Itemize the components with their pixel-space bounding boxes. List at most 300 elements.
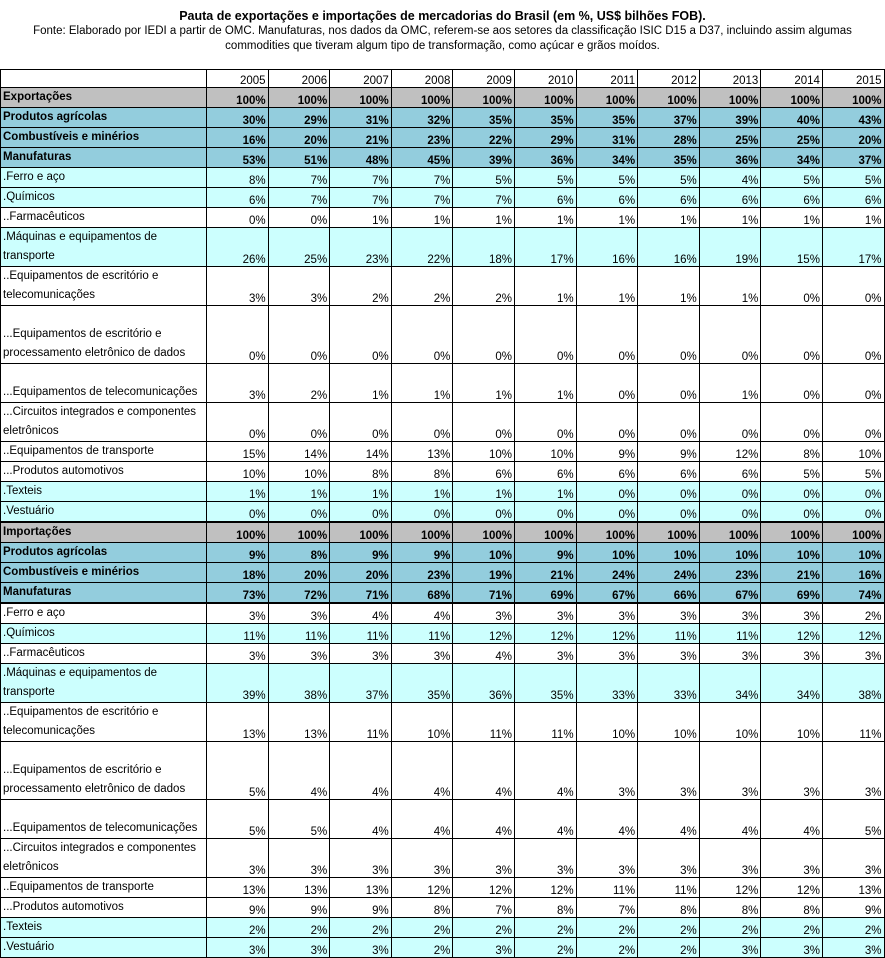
value-cell: 100%	[514, 522, 576, 543]
value-cell: 9%	[514, 543, 576, 563]
year-header-cell: 2012	[638, 70, 700, 88]
value-cell: 68%	[391, 583, 453, 604]
value-cell: 3%	[638, 742, 700, 800]
year-header-row	[1, 70, 885, 88]
year-header-cell: 2009	[453, 70, 515, 88]
value-cell: 13%	[330, 878, 392, 898]
value-cell: 36%	[514, 148, 576, 168]
row-label: .Químicos	[1, 624, 207, 644]
value-cell: 5%	[822, 462, 884, 482]
value-cell: 1%	[576, 208, 638, 228]
table-row	[1, 188, 885, 208]
value-cell: 0%	[453, 306, 515, 364]
value-cell: 18%	[453, 228, 515, 267]
value-cell: 12%	[761, 624, 823, 644]
value-cell: 33%	[576, 664, 638, 703]
value-cell: 5%	[761, 168, 823, 188]
value-cell: 100%	[576, 88, 638, 108]
value-cell: 39%	[453, 148, 515, 168]
value-cell: 8%	[391, 898, 453, 918]
value-cell: 10%	[453, 442, 515, 462]
source-note: Fonte: Elaborado por IEDI a partir de OMC. Manufaturas, nos dados da OMC, referem-se aos setores da classificação ISIC D15 a D37, incluindo assim algumas commodities que tiveram algum tipo de transformação, como açúcar e grãos moídos.	[33, 25, 852, 52]
value-cell: 100%	[761, 522, 823, 543]
value-cell: 3%	[207, 364, 269, 403]
value-cell: 4%	[330, 800, 392, 839]
value-cell: 0%	[699, 306, 761, 364]
value-cell: 10%	[699, 543, 761, 563]
value-cell: 6%	[699, 462, 761, 482]
value-cell: 3%	[330, 644, 392, 664]
value-cell: 0%	[514, 502, 576, 523]
value-cell: 2%	[330, 918, 392, 938]
value-cell: 2%	[638, 938, 700, 958]
value-cell: 2%	[391, 267, 453, 306]
value-cell: 1%	[330, 208, 392, 228]
value-cell: 11%	[822, 703, 884, 742]
row-label: ..Equipamentos de escritório e telecomunicações	[1, 703, 207, 742]
value-cell: 2%	[207, 918, 269, 938]
value-cell: 8%	[638, 898, 700, 918]
value-cell: 1%	[207, 482, 269, 502]
value-cell: 0%	[207, 208, 269, 228]
value-cell: 45%	[391, 148, 453, 168]
value-cell: 11%	[514, 703, 576, 742]
row-label: ...Equipamentos de escritório e processamento eletrônico de dados	[1, 306, 207, 364]
row-label: .Texteis	[1, 918, 207, 938]
value-cell: 1%	[514, 364, 576, 403]
value-cell: 2%	[699, 918, 761, 938]
value-cell: 0%	[330, 306, 392, 364]
value-cell: 7%	[330, 168, 392, 188]
row-label: ...Circuitos integrados e componentes eletrônicos	[1, 403, 207, 442]
value-cell: 2%	[761, 918, 823, 938]
value-cell: 8%	[391, 462, 453, 482]
table-row	[1, 522, 885, 543]
row-label: ...Equipamentos de escritório e processamento eletrônico de dados	[1, 742, 207, 800]
value-cell: 11%	[638, 624, 700, 644]
row-label: ..Farmacêuticos	[1, 208, 207, 228]
value-cell: 100%	[761, 88, 823, 108]
value-cell: 11%	[453, 703, 515, 742]
value-cell: 6%	[638, 188, 700, 208]
value-cell: 7%	[268, 188, 330, 208]
value-cell: 0%	[638, 482, 700, 502]
value-cell: 0%	[576, 364, 638, 403]
value-cell: 3%	[391, 839, 453, 878]
value-cell: 6%	[761, 188, 823, 208]
value-cell: 100%	[576, 522, 638, 543]
value-cell: 11%	[330, 624, 392, 644]
value-cell: 8%	[761, 442, 823, 462]
value-cell: 3%	[453, 603, 515, 624]
table-row	[1, 624, 885, 644]
value-cell: 10%	[822, 543, 884, 563]
value-cell: 100%	[268, 88, 330, 108]
value-cell: 33%	[638, 664, 700, 703]
value-cell: 11%	[576, 878, 638, 898]
value-cell: 34%	[699, 664, 761, 703]
value-cell: 71%	[453, 583, 515, 604]
value-cell: 6%	[822, 188, 884, 208]
value-cell: 0%	[207, 502, 269, 523]
value-cell: 3%	[268, 267, 330, 306]
row-label: ...Produtos automotivos	[1, 898, 207, 918]
value-cell: 15%	[207, 442, 269, 462]
value-cell: 4%	[391, 603, 453, 624]
value-cell: 0%	[576, 502, 638, 523]
value-cell: 25%	[268, 228, 330, 267]
table-row	[1, 644, 885, 664]
table-row	[1, 168, 885, 188]
value-cell: 3%	[699, 742, 761, 800]
value-cell: 3%	[576, 839, 638, 878]
value-cell: 9%	[638, 442, 700, 462]
row-label: .Químicos	[1, 188, 207, 208]
value-cell: 37%	[638, 108, 700, 128]
value-cell: 3%	[576, 603, 638, 624]
value-cell: 3%	[268, 839, 330, 878]
value-cell: 100%	[453, 88, 515, 108]
value-cell: 37%	[330, 664, 392, 703]
table-row	[1, 148, 885, 168]
value-cell: 0%	[761, 482, 823, 502]
value-cell: 26%	[207, 228, 269, 267]
value-cell: 0%	[822, 267, 884, 306]
value-cell: 6%	[576, 188, 638, 208]
value-cell: 1%	[391, 364, 453, 403]
value-cell: 13%	[268, 703, 330, 742]
value-cell: 0%	[576, 403, 638, 442]
value-cell: 3%	[514, 603, 576, 624]
value-cell: 0%	[761, 267, 823, 306]
value-cell: 37%	[822, 148, 884, 168]
value-cell: 23%	[391, 563, 453, 583]
value-cell: 1%	[330, 482, 392, 502]
value-cell: 0%	[822, 482, 884, 502]
value-cell: 4%	[699, 800, 761, 839]
value-cell: 4%	[514, 742, 576, 800]
header-blank-cell	[1, 70, 207, 88]
value-cell: 3%	[822, 839, 884, 878]
value-cell: 10%	[638, 703, 700, 742]
row-label: ...Equipamentos de telecomunicações	[1, 364, 207, 403]
value-cell: 11%	[391, 624, 453, 644]
value-cell: 4%	[453, 644, 515, 664]
value-cell: 5%	[761, 462, 823, 482]
value-cell: 10%	[576, 543, 638, 563]
value-cell: 7%	[576, 898, 638, 918]
value-cell: 11%	[638, 878, 700, 898]
value-cell: 3%	[638, 603, 700, 624]
value-cell: 11%	[330, 703, 392, 742]
value-cell: 66%	[638, 583, 700, 604]
value-cell: 2%	[391, 938, 453, 958]
value-cell: 1%	[514, 482, 576, 502]
value-cell: 13%	[822, 878, 884, 898]
value-cell: 73%	[207, 583, 269, 604]
value-cell: 20%	[268, 128, 330, 148]
value-cell: 29%	[514, 128, 576, 148]
value-cell: 25%	[761, 128, 823, 148]
table-row	[1, 228, 885, 267]
value-cell: 100%	[391, 88, 453, 108]
value-cell: 0%	[268, 502, 330, 523]
value-cell: 10%	[699, 703, 761, 742]
value-cell: 0%	[699, 502, 761, 523]
value-cell: 13%	[207, 703, 269, 742]
row-label: .Máquinas e equipamentos de transporte	[1, 228, 207, 267]
value-cell: 0%	[268, 403, 330, 442]
row-label: Manufaturas	[1, 148, 207, 168]
value-cell: 7%	[391, 168, 453, 188]
value-cell: 23%	[330, 228, 392, 267]
row-label: .Máquinas e equipamentos de transporte	[1, 664, 207, 703]
value-cell: 16%	[822, 563, 884, 583]
value-cell: 2%	[576, 938, 638, 958]
row-label: ..Equipamentos de transporte	[1, 442, 207, 462]
value-cell: 6%	[699, 188, 761, 208]
row-label: .Vestuário	[1, 502, 207, 523]
value-cell: 1%	[453, 208, 515, 228]
value-cell: 100%	[514, 88, 576, 108]
row-label: ..Equipamentos de transporte	[1, 878, 207, 898]
value-cell: 39%	[699, 108, 761, 128]
value-cell: 9%	[391, 543, 453, 563]
value-cell: 15%	[761, 228, 823, 267]
value-cell: 53%	[207, 148, 269, 168]
value-cell: 17%	[822, 228, 884, 267]
value-cell: 4%	[268, 742, 330, 800]
value-cell: 10%	[268, 462, 330, 482]
table-row	[1, 442, 885, 462]
value-cell: 0%	[638, 306, 700, 364]
table-row	[1, 918, 885, 938]
value-cell: 0%	[330, 502, 392, 523]
value-cell: 3%	[822, 644, 884, 664]
value-cell: 3%	[699, 839, 761, 878]
value-cell: 0%	[207, 403, 269, 442]
value-cell: 9%	[822, 898, 884, 918]
row-label: Produtos agrícolas	[1, 543, 207, 563]
value-cell: 10%	[576, 703, 638, 742]
value-cell: 12%	[699, 878, 761, 898]
value-cell: 1%	[268, 482, 330, 502]
value-cell: 11%	[268, 624, 330, 644]
value-cell: 5%	[638, 168, 700, 188]
value-cell: 0%	[330, 403, 392, 442]
value-cell: 17%	[514, 228, 576, 267]
value-cell: 5%	[268, 800, 330, 839]
value-cell: 67%	[699, 583, 761, 604]
value-cell: 12%	[699, 442, 761, 462]
value-cell: 21%	[761, 563, 823, 583]
value-cell: 4%	[330, 603, 392, 624]
table-body	[1, 70, 885, 958]
value-cell: 100%	[699, 522, 761, 543]
value-cell: 10%	[391, 703, 453, 742]
value-cell: 24%	[576, 563, 638, 583]
value-cell: 35%	[514, 108, 576, 128]
value-cell: 35%	[391, 664, 453, 703]
value-cell: 28%	[638, 128, 700, 148]
row-label: ...Equipamentos de telecomunicações	[1, 800, 207, 839]
value-cell: 3%	[576, 742, 638, 800]
row-label: Combustíveis e minérios	[1, 563, 207, 583]
table-row	[1, 878, 885, 898]
value-cell: 3%	[699, 644, 761, 664]
value-cell: 21%	[514, 563, 576, 583]
year-header-cell: 2011	[576, 70, 638, 88]
value-cell: 1%	[453, 364, 515, 403]
table-row	[1, 267, 885, 306]
value-cell: 12%	[576, 624, 638, 644]
table-row	[1, 583, 885, 604]
year-header-cell: 2015	[822, 70, 884, 88]
table-row	[1, 502, 885, 523]
value-cell: 5%	[207, 800, 269, 839]
value-cell: 2%	[576, 918, 638, 938]
value-cell: 3%	[514, 644, 576, 664]
value-cell: 3%	[514, 839, 576, 878]
value-cell: 10%	[207, 462, 269, 482]
value-cell: 12%	[514, 878, 576, 898]
value-cell: 34%	[761, 664, 823, 703]
value-cell: 2%	[822, 603, 884, 624]
value-cell: 4%	[638, 800, 700, 839]
value-cell: 0%	[761, 364, 823, 403]
value-cell: 1%	[391, 208, 453, 228]
value-cell: 6%	[207, 188, 269, 208]
year-header-cell: 2010	[514, 70, 576, 88]
row-label: Exportações	[1, 88, 207, 108]
value-cell: 38%	[822, 664, 884, 703]
value-cell: 1%	[761, 208, 823, 228]
value-cell: 4%	[391, 800, 453, 839]
value-cell: 8%	[330, 462, 392, 482]
value-cell: 14%	[268, 442, 330, 462]
table-row	[1, 306, 885, 364]
value-cell: 4%	[330, 742, 392, 800]
value-cell: 31%	[576, 128, 638, 148]
value-cell: 8%	[268, 543, 330, 563]
value-cell: 9%	[330, 898, 392, 918]
value-cell: 3%	[576, 644, 638, 664]
value-cell: 20%	[268, 563, 330, 583]
table-row	[1, 664, 885, 703]
value-cell: 2%	[391, 918, 453, 938]
value-cell: 1%	[638, 267, 700, 306]
value-cell: 8%	[514, 898, 576, 918]
value-cell: 100%	[453, 522, 515, 543]
year-header-cell: 2005	[207, 70, 269, 88]
value-cell: 10%	[761, 543, 823, 563]
value-cell: 3%	[638, 644, 700, 664]
value-cell: 11%	[207, 624, 269, 644]
value-cell: 3%	[638, 839, 700, 878]
value-cell: 8%	[699, 898, 761, 918]
value-cell: 2%	[514, 918, 576, 938]
value-cell: 36%	[453, 664, 515, 703]
value-cell: 5%	[576, 168, 638, 188]
value-cell: 16%	[207, 128, 269, 148]
value-cell: 100%	[638, 522, 700, 543]
value-cell: 10%	[638, 543, 700, 563]
value-cell: 3%	[453, 938, 515, 958]
value-cell: 69%	[514, 583, 576, 604]
row-label: Produtos agrícolas	[1, 108, 207, 128]
table-row	[1, 208, 885, 228]
value-cell: 1%	[576, 267, 638, 306]
year-header-cell: 2014	[761, 70, 823, 88]
value-cell: 3%	[268, 938, 330, 958]
value-cell: 1%	[391, 482, 453, 502]
value-cell: 0%	[638, 502, 700, 523]
value-cell: 1%	[330, 364, 392, 403]
value-cell: 6%	[638, 462, 700, 482]
value-cell: 6%	[514, 462, 576, 482]
value-cell: 0%	[576, 306, 638, 364]
value-cell: 7%	[268, 168, 330, 188]
value-cell: 7%	[391, 188, 453, 208]
value-cell: 1%	[699, 364, 761, 403]
row-label: Manufaturas	[1, 583, 207, 604]
table-row	[1, 128, 885, 148]
value-cell: 100%	[268, 522, 330, 543]
value-cell: 3%	[699, 603, 761, 624]
value-cell: 0%	[453, 502, 515, 523]
value-cell: 2%	[268, 364, 330, 403]
value-cell: 1%	[514, 267, 576, 306]
value-cell: 9%	[268, 898, 330, 918]
value-cell: 0%	[761, 403, 823, 442]
value-cell: 40%	[761, 108, 823, 128]
table-row	[1, 462, 885, 482]
value-cell: 0%	[207, 306, 269, 364]
value-cell: 2%	[330, 267, 392, 306]
value-cell: 8%	[761, 898, 823, 918]
value-cell: 0%	[268, 306, 330, 364]
row-label: ..Farmacêuticos	[1, 644, 207, 664]
value-cell: 67%	[576, 583, 638, 604]
value-cell: 3%	[822, 742, 884, 800]
value-cell: 10%	[761, 703, 823, 742]
value-cell: 22%	[391, 228, 453, 267]
value-cell: 3%	[699, 938, 761, 958]
value-cell: 6%	[453, 462, 515, 482]
value-cell: 9%	[330, 543, 392, 563]
value-cell: 100%	[330, 88, 392, 108]
value-cell: 2%	[453, 267, 515, 306]
value-cell: 2%	[514, 938, 576, 958]
value-cell: 0%	[391, 502, 453, 523]
value-cell: 5%	[207, 742, 269, 800]
value-cell: 4%	[453, 742, 515, 800]
value-cell: 100%	[330, 522, 392, 543]
value-cell: 3%	[207, 644, 269, 664]
value-cell: 51%	[268, 148, 330, 168]
value-cell: 18%	[207, 563, 269, 583]
value-cell: 10%	[822, 442, 884, 462]
table-row	[1, 563, 885, 583]
value-cell: 21%	[330, 128, 392, 148]
value-cell: 38%	[268, 664, 330, 703]
value-cell: 3%	[761, 603, 823, 624]
value-cell: 25%	[699, 128, 761, 148]
value-cell: 1%	[822, 208, 884, 228]
value-cell: 3%	[761, 938, 823, 958]
value-cell: 39%	[207, 664, 269, 703]
value-cell: 36%	[699, 148, 761, 168]
